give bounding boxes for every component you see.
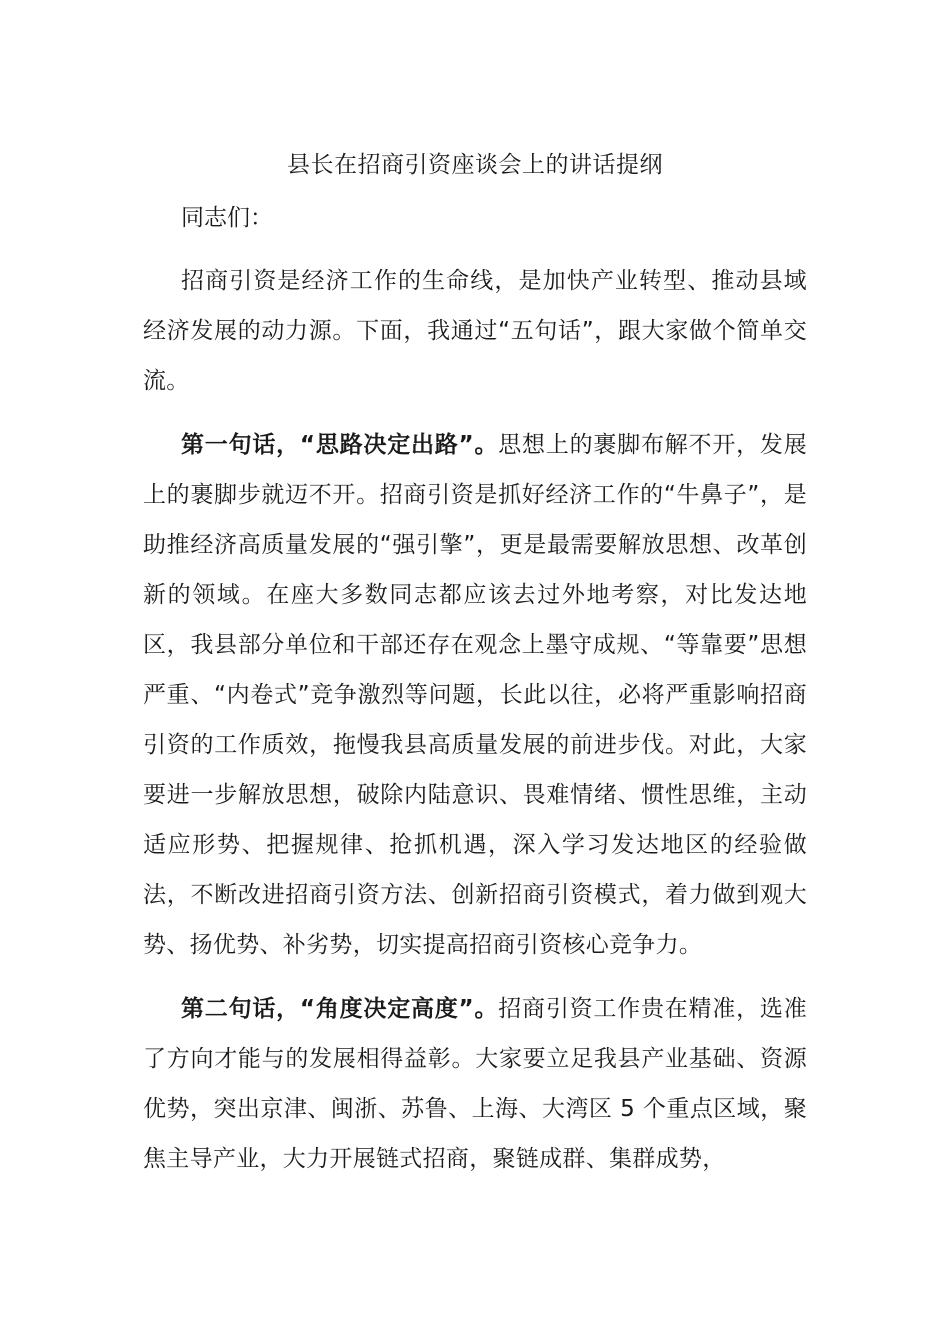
page-title: 县长在招商引资座谈会上的讲话提纲 — [287, 152, 663, 178]
section-lead-1: 第一句话，“思路决定出路”。 — [181, 432, 499, 458]
intro-paragraph: 招商引资是经济工作的生命线，是加快产业转型、推动县域经济发展的动力源。下面，我通过“五句话”，跟大家做个简单交流。 — [143, 268, 807, 394]
section-paragraph-2 — [143, 984, 807, 1184]
section-lead-2: 第二句话，“角度决定高度”。 — [181, 996, 499, 1022]
section-paragraph-1 — [143, 420, 807, 970]
section-body-2: 招商引资工作贵在精准，选准了方向才能与的发展相得益彰。大家要立足我县产业基础、资源优势，突出京津、闽浙、苏鲁、上海、大湾区 5 个重点区域，聚焦主导产业，大力开展链式招商，聚链成群、集群成势， — [143, 996, 807, 1172]
greeting: 同志们： — [181, 205, 273, 231]
section-body-1: 思想上的裹脚布解不开，发展上的裹脚步就迈不开。招商引资是抓好经济工作的“牛鼻子”，是助推经济高质量发展的“强引擎”，更是最需要解放思想、改革创新的领域。在座大多数同志都应该去过外地考察，对比发达地区，我县部分单位和干部还存在观念上墨守成规、“等靠要”思想严重、“内卷式”竞争激烈等问题，长此以往，必将严重影响招商引资的工作质效，拖慢我县高质量发展的前进步伐。对此，大家要进一步解放思想，破除内陆意识、畏难情绪、惯性思维，主动适应形势、把握规律、抢抓机遇，深入学习发达地区的经验做法，不断改进招商引资方法、创新招商引资模式，着力做到观大势、扬优势、补劣势，切实提高招商引资核心竞争力。 — [143, 432, 807, 958]
